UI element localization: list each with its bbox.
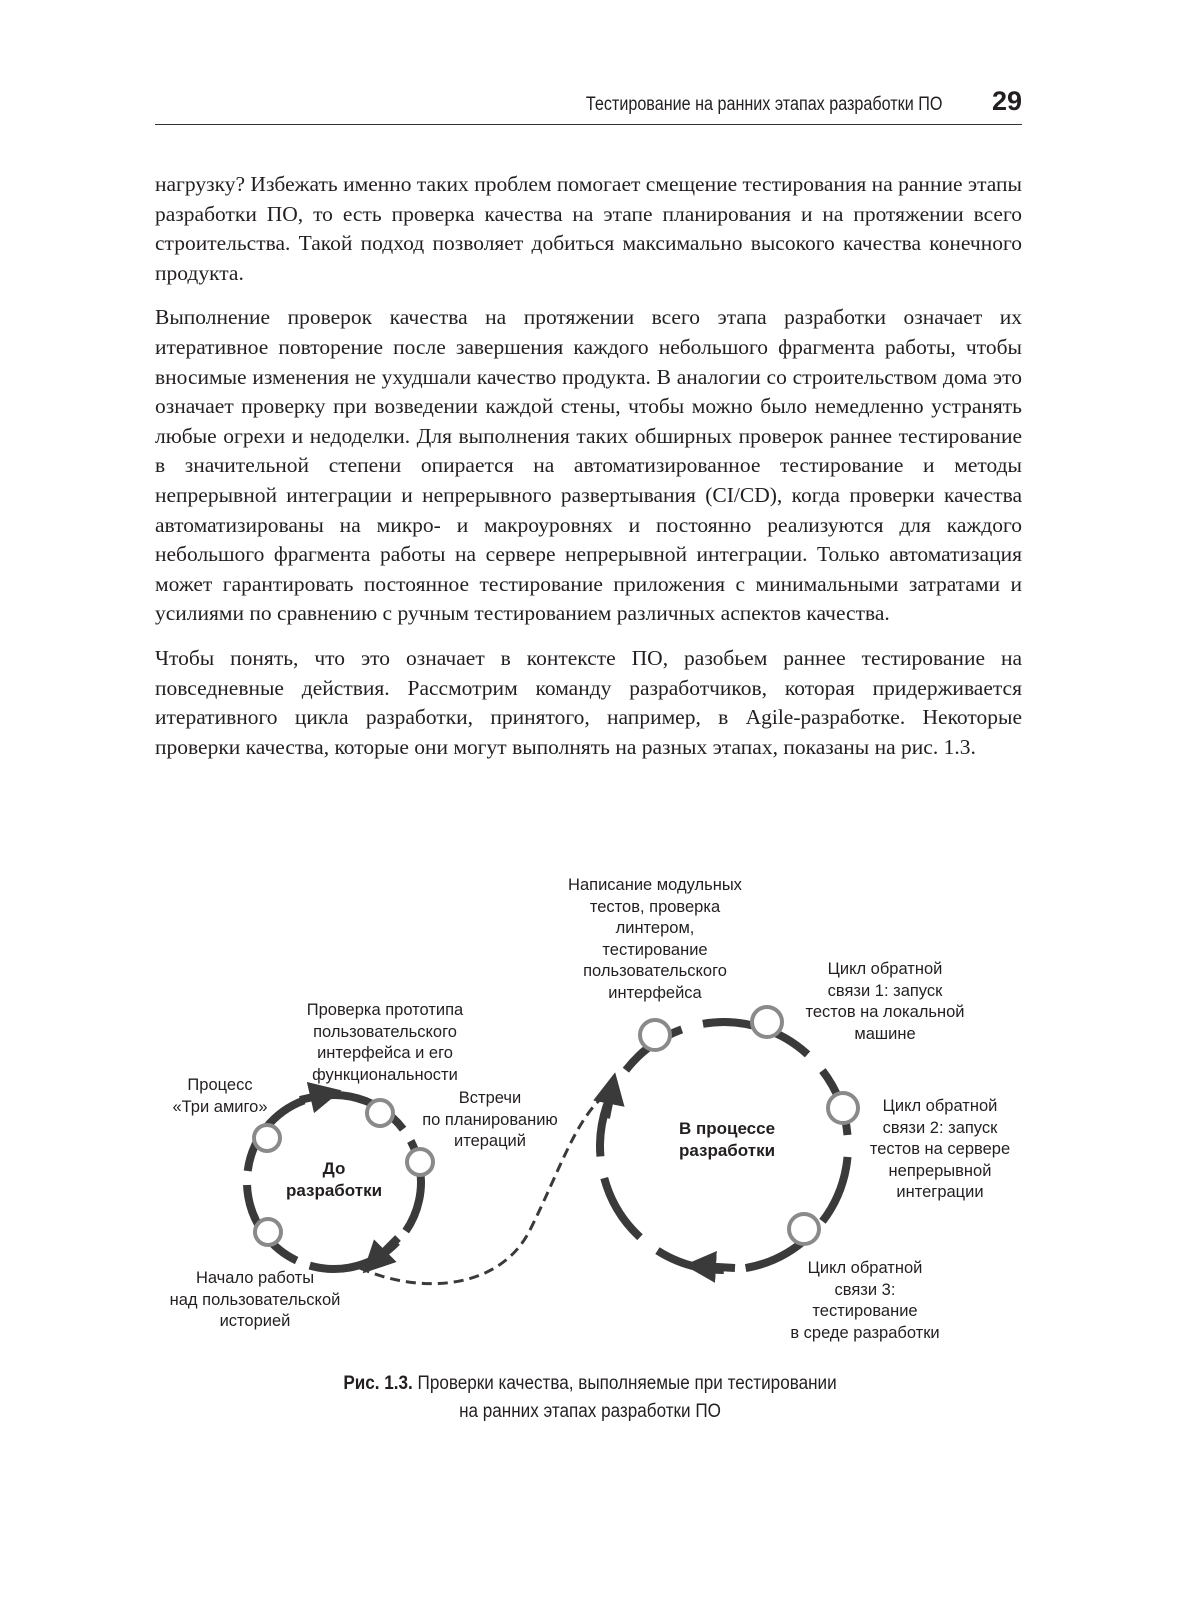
label-feedback1: Цикл обратной связи 1: запуск тестов на локальной машине <box>805 960 965 1043</box>
left-cycle-title: До разработки <box>285 1159 383 1200</box>
label-feedback2: Цикл обратной связи 2: запуск тестов на сервере непрерывной интеграции <box>869 1097 1011 1201</box>
caption-text-2: на ранних этапах разработки ПО <box>459 1401 721 1422</box>
node-three-amigos <box>254 1125 280 1151</box>
paragraph: Чтобы понять, что это означает в контексте ПО, разобьем раннее тестирование на повседневные действия. Рассмотрим команду разработчиков, которая придерживается итеративного цикла разработки, принятого, например, в Agile-разработке. Некоторые проверки качества, которые они могут выполнять на разных этапах, показаны на рис. 1.3. <box>155 645 1022 759</box>
page-number: 29 <box>991 86 1022 116</box>
node-story-start <box>255 1219 281 1245</box>
arrow-icon <box>700 1266 735 1268</box>
node-feedback1 <box>752 1007 782 1037</box>
node-feedback3 <box>789 1214 819 1244</box>
label-three-amigos: Процесс «Три амиго» <box>172 1076 268 1116</box>
running-header-title: Тестирование на ранних этапах разработки ПО <box>585 94 942 115</box>
label-story-start: Начало работы над пользовательской историей <box>169 1269 341 1330</box>
caption-label: Рис. 1.3. <box>343 1373 413 1394</box>
label-prototype: Проверка прототипа пользовательского интерфейса и его функциональности <box>306 1001 464 1084</box>
paragraph: Выполнение проверок качества на протяжении всего этапа разработки означает их итеративное повторение после завершения каждого небольшого фрагмента работы, чтобы вносимые изменения не ухудшали качество продукта. В аналогии со строительством дома это означает проверку при возведении каждой стены, чтобы можно было немедленно устранять любые огрехи и недоделки. Для выполнения таких обширных проверок раннее тестирование в значительной степени опирается на автоматизированное тестирование и методы непрерывной интеграции и непрерывного развертывания (CI/CD), когда проверки качества автоматизированы на микро- и макроуровнях и постоянно реализуются для каждого небольшого фрагмента работы на сервере непрерывной интеграции. Только автоматизация может гарантировать постоянное тестирование приложения с минимальными затратами и усилиями по сравнению с ручным тестированием различных аспектов качества. <box>155 305 1022 626</box>
label-feedback3: Цикл обратной связи 3: тестирование в среде разработки <box>790 1259 940 1342</box>
figure-caption <box>239 1370 941 1426</box>
node-prototype <box>367 1100 393 1126</box>
node-planning <box>407 1149 433 1175</box>
label-unit-tests: Написание модульных тестов, проверка линтером, тестирование пользовательского интерфейса <box>568 876 742 1002</box>
node-unit-tests <box>640 1020 670 1050</box>
paragraph: нагрузку? Избежать именно таких проблем помогает смещение тестирования на ранние этапы разработки ПО, то есть проверка качества на этапе планирования и на протяжении всего строительства. Такой подход позволяет добиться максимально высокого качества конечного продукта. <box>155 172 1022 285</box>
arrow-icon <box>606 1088 612 1118</box>
right-cycle-title: В процессе разработки <box>678 1119 776 1160</box>
label-planning: Встречи по планированию итераций <box>422 1089 558 1150</box>
caption-text: Проверки качества, выполняемые при тестировании <box>412 1373 837 1394</box>
